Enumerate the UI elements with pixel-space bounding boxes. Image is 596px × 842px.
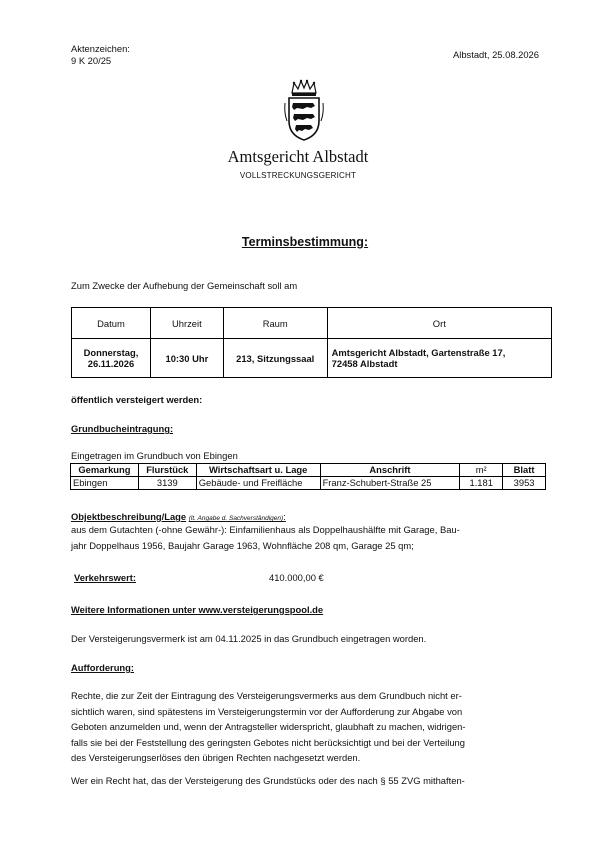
baden-wuerttemberg-coat-of-arms-icon: [283, 79, 325, 141]
aufforderung-p1-line: Geboten anzumelden und, wenn der Antragsteller widerspricht, glaubhaft zu machen, widrigen-: [71, 721, 466, 732]
grundbuch-table-header: [71, 464, 546, 477]
grundbuch-table-row: [71, 477, 546, 490]
aktenzeichen-label: Aktenzeichen:: [71, 43, 130, 54]
cell-uhrzeit: 10:30 Uhr: [150, 339, 223, 378]
cell-wirtschaftsart: Gebäude- und Freifläche: [196, 477, 320, 490]
cell-datum: [72, 339, 151, 378]
datum-weekday: Donnerstag,: [83, 347, 139, 358]
aufforderung-p1-line: Rechte, die zur Zeit der Eintragung des Versteigerungsvermerks aus dem Grundbuch nicht er-: [71, 690, 462, 701]
objekt-line-2: jahr Doppelhaus 1956, Baujahr Garage 1963, Wohnfläche 208 qm, Garage 25 qm;: [71, 540, 414, 551]
header-datum: Datum: [72, 308, 151, 339]
grundbuch-text: Eingetragen im Grundbuch von Ebingen: [71, 450, 238, 461]
cell-ort: [327, 339, 551, 378]
verkehrswert-amount: 410.000,00 €: [269, 572, 324, 583]
aufforderung-p2-line: Wer ein Recht hat, das der Versteigerung des Grundstücks oder des nach § 55 ZVG mithaften-: [71, 775, 465, 786]
cell-blatt: 3953: [503, 477, 546, 490]
verkehrswert-label: Verkehrswert:: [74, 572, 137, 583]
aktenzeichen-value: 9 K 20/25: [71, 55, 112, 66]
place-date: Albstadt, 25.08.2026: [452, 49, 539, 60]
objekt-heading: Objektbeschreibung/Lage: [71, 511, 187, 522]
header-flurstueck: Flurstück: [138, 464, 196, 477]
header-ort: Ort: [327, 308, 551, 339]
termin-table-header: [72, 308, 552, 339]
termin-table-row: [72, 339, 552, 378]
header-m2: m²: [460, 464, 503, 477]
header-blatt: Blatt: [503, 464, 546, 477]
cell-raum: 213, Sitzungssaal: [223, 339, 327, 378]
weitere-info-link[interactable]: Weitere Informationen unter www.versteigerungspool.de: [71, 604, 324, 615]
cell-m2: 1.181: [460, 477, 503, 490]
header-wirtschaftsart: Wirtschaftsart u. Lage: [196, 464, 320, 477]
aktenzeichen-block: [71, 43, 130, 67]
intro-text: Zum Zwecke der Aufhebung der Gemeinschaft soll am: [71, 280, 298, 291]
aufforderung-p1-line: des Versteigerungserlöses den übrigen Rechten nachgesetzt werden.: [71, 752, 361, 763]
versteigert-text: öffentlich versteigert werden:: [71, 394, 203, 405]
datum-date: 26.11.2026: [87, 358, 135, 369]
ort-line-2: 72458 Albstadt: [331, 358, 398, 369]
vermerk-text: Der Versteigerungsvermerk ist am 04.11.2025 in das Grundbuch eingetragen worden.: [71, 633, 427, 644]
cell-flurstueck: 3139: [138, 477, 196, 490]
aufforderung-p1-line: sichtlich waren, sind spätestens im Versteigerungstermin vor der Aufforderung zur Abgabe von: [71, 705, 463, 717]
aufforderung-paragraph-1: [71, 688, 466, 766]
objekt-hint: (lt. Angabe d. Sachverständigen): [188, 515, 284, 522]
header-uhrzeit: Uhrzeit: [150, 308, 223, 339]
header-anschrift: Anschrift: [320, 464, 460, 477]
grundbuch-table: [70, 463, 546, 490]
aufforderung-heading: Aufforderung:: [71, 662, 135, 673]
objekt-colon: :: [283, 511, 286, 522]
grundbuch-heading: Grundbucheintragung:: [71, 423, 174, 434]
court-department: VOLLSTRECKUNGSGERICHT: [239, 171, 357, 180]
header-gemarkung: Gemarkung: [71, 464, 139, 477]
ort-line-1: Amtsgericht Albstadt, Gartenstraße 17,: [331, 347, 506, 358]
aufforderung-p1-line: falls sie bei der Feststellung des geringsten Gebotes nicht berücksichtigt und bei der Verteilung: [71, 736, 465, 748]
cell-gemarkung: Ebingen: [71, 477, 139, 490]
cell-anschrift: Franz-Schubert-Straße 25: [320, 477, 460, 490]
termin-table: [71, 307, 552, 378]
header-raum: Raum: [223, 308, 327, 339]
court-name: Amtsgericht Albstadt: [227, 147, 369, 166]
objekt-line-1: aus dem Gutachten (-ohne Gewähr-): Einfamilienhaus als Doppelhaushälfte mit Garage, Bau-: [71, 524, 460, 535]
document-title: Terminsbestimmung:: [241, 235, 369, 249]
